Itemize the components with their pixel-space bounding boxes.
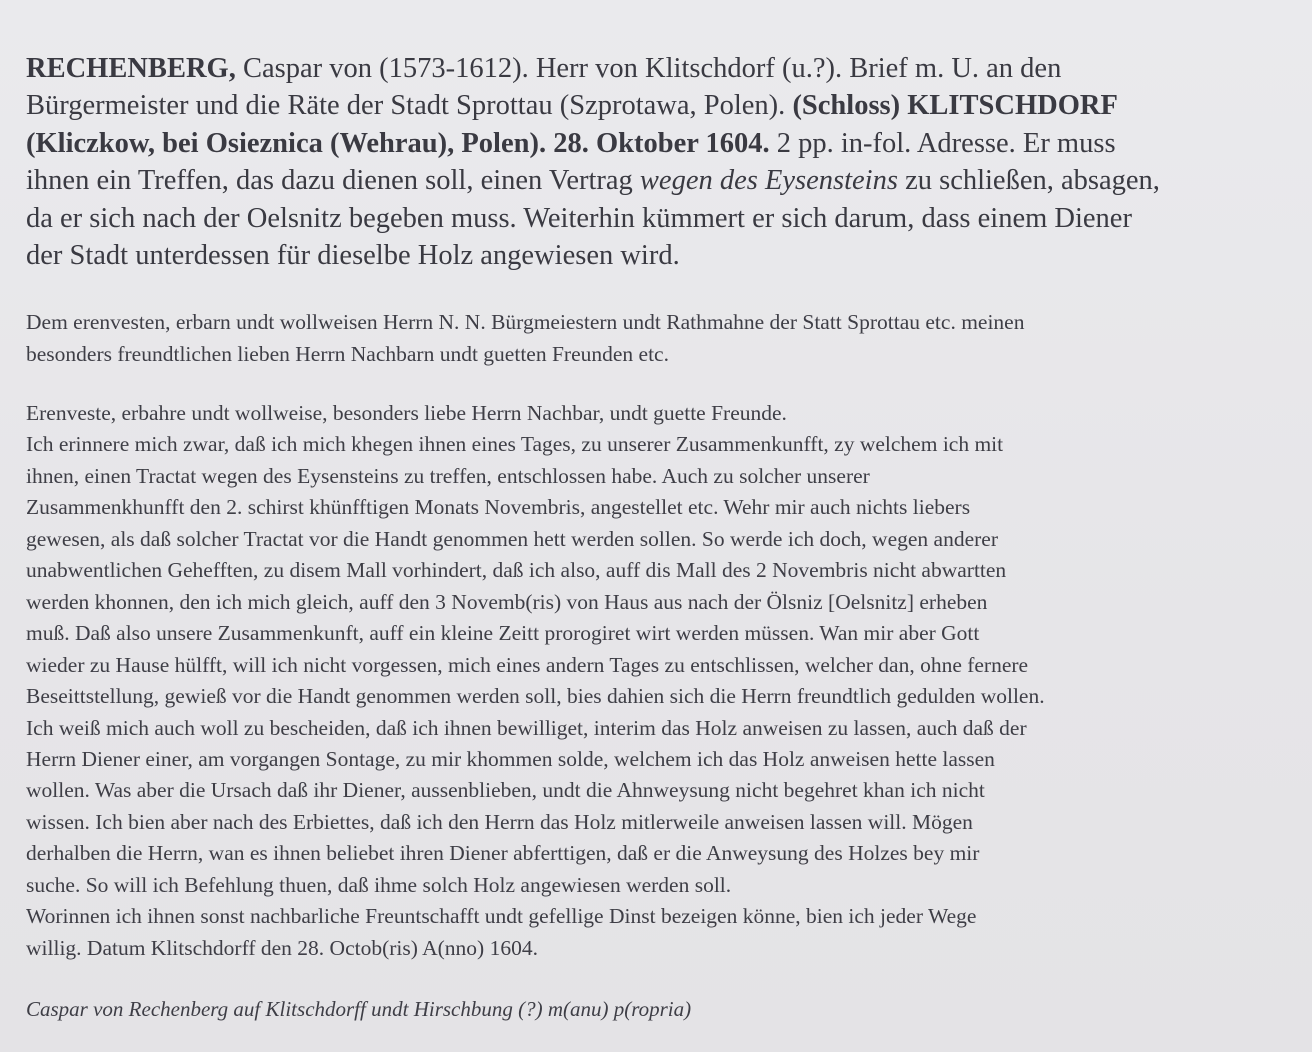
- letter-line: Worinnen ich ihnen sonst nachbarliche Freuntschafft undt gefellige Dinst bezeigen könne, bien ich jeder Wege: [26, 904, 977, 929]
- signature-line: Caspar von Rechenberg auf Klitschdorff undt Hirschbung (?) m(anu) p(ropria): [26, 997, 692, 1021]
- letter-line: wissen. Ich bien aber nach des Erbiettes, daß ich den Herrn das Holz mitlerweile anweisen lassen will. Mögen: [26, 809, 973, 834]
- lot-line-3: [26, 125, 1296, 162]
- lot-line-3-text: 2 pp. in-fol. Adresse. Er muss: [769, 127, 1116, 159]
- letter-line: wollen. Was aber die Ursach daß ihr Diener, aussenblieben, undt die Ahnweysung nicht begehret khan ich nicht: [26, 778, 985, 803]
- letter-line: Herrn Diener einer, am vorgangen Sontage, zu mir khommen solde, welchem ich das Holz anweisen hette lassen: [26, 746, 995, 771]
- lot-line-5: da er sich nach der Oelsnitz begeben muss. Weiterhin kümmert er sich darum, dass einem Diener: [26, 202, 1132, 234]
- letter-line: werden khonnen, den ich mich gleich, auff den 3 Novemb(ris) von Haus aus nach der Ölsniz [Oelsnitz] erheben: [26, 589, 988, 614]
- lot-line-4-text-b: zu schließen, absagen,: [897, 165, 1160, 197]
- place-name-part-2: (Kliczkow, bei Osieznica (Wehrau), Polen).: [26, 127, 547, 159]
- letter-line: Erenveste, erbahre undt wollweise, besonders liebe Herrn Nachbar, undt guette Freunde.: [26, 401, 787, 425]
- letter-line: suche. So will ich Befehlung thuen, daß ihme solch Holz angewiesen werden soll.: [26, 872, 732, 897]
- lot-line-4: [26, 162, 1296, 199]
- letter-line: Ich erinnere mich zwar, daß ich mich khegen ihnen eines Tages, zu unserer Zusammenkunfft, zy welchem ich mit: [26, 432, 1004, 457]
- lot-line-6: der Stadt unterdessen für dieselbe Holz angewiesen wird.: [26, 240, 680, 272]
- place-name-part-1: (Schloss) KLITSCHDORF: [785, 90, 1118, 122]
- author-name: RECHENBERG,: [26, 53, 236, 84]
- letter-line: wieder zu Hause hülfft, will ich nicht vorgessen, mich eines andern Tages zu entschlissen, welcher dan, ohne fernere: [26, 652, 1029, 677]
- letter-line: Beseittstellung, gewieß vor die Handt genommen werden soll, bies dahien sich die Herrn freundtlich gedulden wollen.: [26, 684, 1045, 709]
- lot-line-2-text: Bürgermeister und die Räte der Stadt Sprottau (Szprotawa, Polen).: [26, 90, 786, 122]
- lot-line-1-text: Caspar von (1573-1612). Herr von Klitschdorf (u.?). Brief m. U. an den: [235, 53, 1062, 84]
- lot-line-1: [26, 50, 1296, 87]
- subject-italic: wegen des Eysensteins: [639, 165, 898, 197]
- letter-line: willig. Datum Klitschdorff den 28. Octob(ris) A(nno) 1604.: [26, 935, 538, 960]
- letter-line: gewesen, als daß solcher Tractat vor die Handt genommen hett werden sollen. So werde ich doch, wegen anderer: [26, 526, 998, 551]
- lot-line-2: [26, 87, 1296, 124]
- letter-line: Zusammenkhunfft den 2. schirst khünfftigen Monats Novembris, angestellet etc. Wehr mir auch nichts liebers: [26, 495, 971, 520]
- letter-line: Ich weiß mich auch woll zu bescheiden, daß ich ihnen bewilliget, interim das Holz anweisen zu lassen, auch daß der: [26, 715, 1027, 740]
- letter-address: [26, 307, 1306, 370]
- address-line: Dem erenvesten, erbarn undt wollweisen Herrn N. N. Bürgmeiestern undt Rathmahne der Statt Sprottau etc. meinen: [26, 310, 1025, 334]
- letter-transcription: [26, 398, 1306, 964]
- letter-line: ihnen, einen Tractat wegen des Eysensteins zu treffen, entschlossen habe. Auch zu solcher unserer: [26, 463, 870, 488]
- address-line: besonders freundtlichen lieben Herrn Nachbarn undt guetten Freunden etc.: [26, 341, 669, 366]
- letter-line: derhalben die Herrn, wan es ihnen beliebet ihren Diener abferttigen, daß er die Anweysung des Holzes bey mir: [26, 841, 980, 866]
- letter-line: muß. Daß also unsere Zusammenkunft, auff ein kleine Zeitt prorogiret wirt werden müssen. Wan mir aber Gott: [26, 621, 980, 646]
- lot-description: [26, 50, 1296, 274]
- letter-line: unabwentlichen Gehefften, zu disem Mall vorhindert, daß ich also, auff dis Mall des 2 Novembris nicht abwartten: [26, 558, 1007, 583]
- letter-date: 28. Oktober 1604.: [546, 127, 770, 159]
- lot-line-4-text-a: ihnen ein Treffen, das dazu dienen soll, einen Vertrag: [26, 165, 640, 197]
